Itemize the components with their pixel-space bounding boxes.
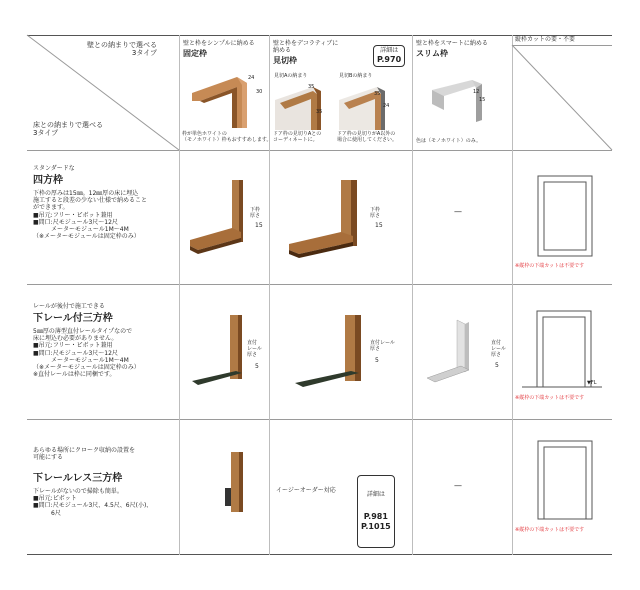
badge-page: P.970 (377, 54, 402, 64)
row3-cut-note: ※縦枠の下端カットは不要です (515, 527, 585, 533)
fixed-dim-b: 30 (256, 89, 263, 95)
row1-mikiri-thick-label: 下枠 厚さ (370, 207, 381, 219)
row2-mikiri-rail-label: 直付レール 厚さ (370, 340, 395, 352)
col-cut-caption: 縦枠カットの要・不要 (515, 36, 575, 43)
row3-fixed-illustration (225, 452, 255, 517)
row2-mikiri-illustration (295, 315, 370, 390)
row1-mikiri-illustration (289, 180, 369, 255)
slim-note: 色は（モノホワイト）のみ。 (416, 138, 482, 144)
row1-intro: スタンダードな (33, 165, 75, 172)
corner-floor-label: 床との納まりで選べる 3タイプ (33, 121, 103, 138)
row2-cut-note: ※縦枠の下端カットは不要です (515, 395, 585, 401)
row3-badge-label: 詳細は (366, 490, 385, 498)
row2-slim-rail-label: 直付 レール 厚さ (491, 340, 506, 358)
row2-slim-rail: 5 (495, 362, 499, 369)
mikiri-b-note: ドア枠の見切りがA以外の 場合に使用してください。 (337, 131, 398, 143)
row3-intro: あらゆる場所にクローク収納の設置を 可能にする (33, 447, 136, 462)
slim-dim-a: 12 (473, 89, 480, 95)
mikiri-a-illustration (275, 85, 325, 130)
col-slim-caption: 壁と枠をスマートに納める (416, 40, 488, 47)
row-divider-2 (27, 284, 612, 285)
row1-thick-label: 下枠 厚さ (250, 207, 261, 219)
col-fixed-name: 固定枠 (183, 49, 207, 58)
fixed-frame-illustration (192, 73, 255, 128)
mikiri-a-label: 見切Aの納まり (274, 73, 308, 79)
row3-slim-dash: — (454, 481, 462, 490)
row1-desc: 下枠の厚みは15㎜。12㎜厚の床に埋込 施工すると段差の少ない仕様で納めること ができます。 ■吊元:フリー・ピボット兼用 ■間口:尺モジュール3尺〜12尺 メーターモジュール1M〜4M （※メーターモジュールは固定枠のみ） (33, 190, 148, 241)
mikiri-a-dim-a: 35 (308, 84, 315, 90)
mikiri-b-dim-a: 35 (374, 91, 381, 97)
row3-detail-badge[interactable] (357, 475, 395, 548)
row2-mikiri-rail: 5 (375, 357, 379, 364)
badge-label: 詳細は (380, 47, 399, 54)
col-slim-name: スリム枠 (416, 49, 448, 58)
fixed-note: 枠が単色ホワイトの （モノホワイト）枠もおすすめします。 (182, 131, 272, 143)
slim-frame-illustration (432, 80, 492, 130)
row1-thick: 15 (255, 222, 263, 229)
row3-badge-pages: P.981 P.1015 (361, 512, 391, 531)
row2-name: 下レール付三方枠 (33, 313, 113, 324)
slim-dim-b: 15 (479, 97, 486, 103)
row1-name: 四方枠 (33, 175, 63, 186)
row1-fixed-illustration (190, 180, 250, 255)
row3-cut-frame (537, 440, 593, 520)
row2-rail: 5 (255, 363, 259, 370)
row2-floor-mark: ▼FL (587, 380, 597, 386)
row1-cut-frame (537, 175, 593, 257)
mikiri-b-label: 見切Bの納まり (339, 73, 373, 79)
col-fixed-caption: 壁と枠をシンプルに納める (183, 40, 255, 47)
cut-header-underline (512, 45, 612, 46)
row-divider-3 (27, 419, 612, 420)
row2-rail-label: 直付 レール 厚さ (247, 340, 262, 358)
fixed-dim-a: 24 (248, 75, 255, 81)
mikiri-b-illustration (339, 85, 389, 130)
product-comparison-table (27, 35, 612, 555)
row2-fixed-illustration (192, 315, 252, 390)
mikiri-a-note: ドア枠の見切りAとの コーディネートに。 (273, 131, 322, 143)
mikiri-a-dim-b: 35 (316, 109, 323, 115)
row1-mikiri-thick: 15 (375, 222, 383, 229)
row1-cut-note: ※縦枠の下端カットは不要です (515, 263, 585, 269)
mikiri-detail-badge[interactable] (373, 45, 405, 67)
row2-intro: レールが後付で施工できる (33, 303, 105, 310)
corner-wall-label: 壁との納まりで選べる 3タイプ (87, 41, 157, 58)
col-mikiri-caption: 壁と枠をデコラティブに 納める (273, 40, 339, 55)
row1-slim-dash: — (454, 207, 462, 216)
row3-name: 下レールレス三方枠 (33, 473, 123, 484)
table-bottom-rule (27, 554, 612, 555)
row2-desc: 5㎜厚の薄型直付レールタイプなので 床に埋込む必要がありません。 ■吊元:フリー・ピボット兼用 ■間口:尺モジュール3尺〜12尺 メーターモジュール1M〜4M （※メーターモジュールは固定枠のみ） ※直付レールは枠に同梱です。 (33, 328, 140, 379)
mikiri-b-dim-b: 24 (383, 103, 390, 109)
row2-slim-illustration (427, 320, 497, 385)
row3-easy-order: イージーオーダー対応 (276, 487, 336, 494)
col-mikiri-name: 見切枠 (273, 56, 297, 65)
row3-desc: 下レールがないので掃除も簡単。 ■吊元:ピボット ■間口:尺モジュール3尺、4.5尺、6尺(小)、 6尺 (33, 488, 153, 517)
